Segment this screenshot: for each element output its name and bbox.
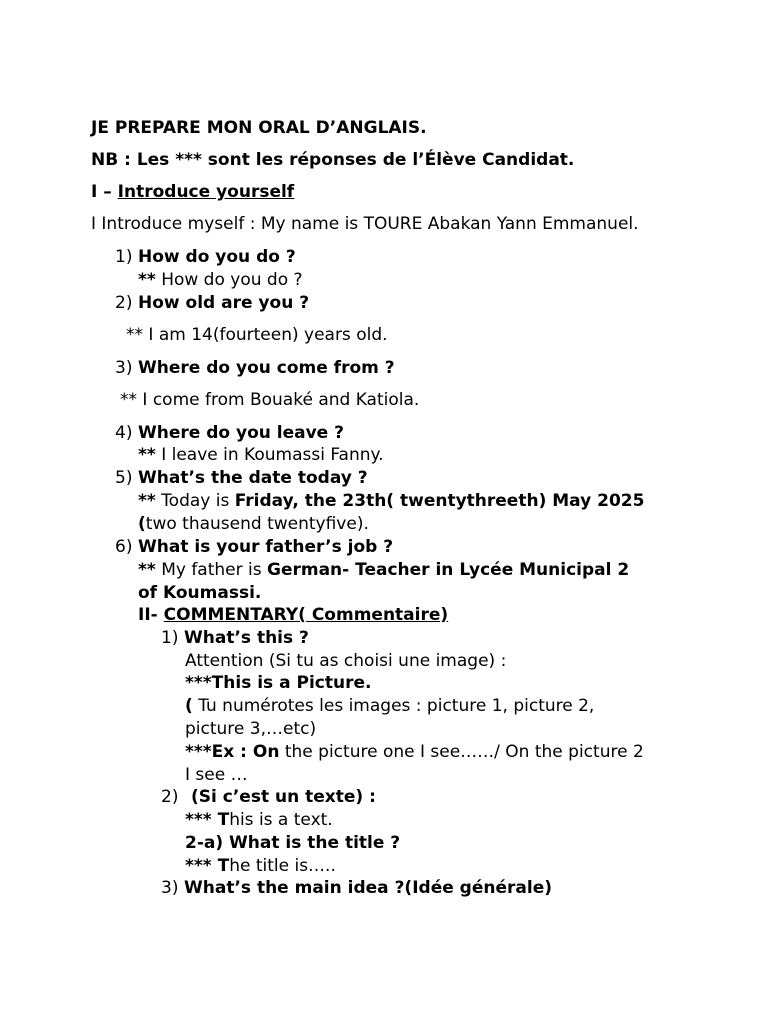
section-2-heading (138, 604, 448, 626)
question-5-text: What’s the date today ? (138, 468, 368, 488)
question-6-text: What is your father’s job ? (138, 537, 394, 557)
question-4-number: 4) (115, 423, 133, 443)
question-1 (115, 246, 296, 268)
commentary-example-line-1 (185, 741, 644, 763)
question-2-text: How old are you ? (138, 293, 310, 313)
commentary-answer-2-bold: *** T (185, 810, 230, 830)
commentary-example-label: ***Ex : On (185, 742, 280, 762)
answer-4 (138, 444, 384, 466)
section-2-title: COMMENTARY( Commentaire) (163, 605, 449, 625)
section-1-title: Introduce yourself (117, 182, 295, 202)
question-3-number: 3) (115, 358, 133, 378)
question-2 (115, 292, 309, 314)
commentary-example-line-2: I see … (185, 765, 248, 785)
answer-5-paren: ( (138, 514, 146, 534)
answer-4-marker: ** (138, 445, 156, 465)
answer-1-marker: ** (138, 270, 156, 290)
commentary-question-3 (161, 877, 552, 899)
answer-1 (138, 269, 303, 291)
answer-5-text-d: two thausend twentyfive). (145, 514, 369, 534)
commentary-note-line-1 (185, 695, 594, 717)
commentary-sub-question: 2-a) What is the title ? (185, 833, 401, 853)
commentary-example-text: the picture one I see……/ On the picture 2 (284, 742, 644, 762)
answer-6-line-1 (138, 559, 629, 581)
section-2-roman: II- (138, 605, 158, 625)
commentary-question-3-text: What’s the main idea ?(Idée générale) (184, 878, 552, 898)
commentary-question-2-text: (Si c’est un texte) : (191, 787, 376, 807)
answer-2: ** I am 14(fourteen) years old. (126, 325, 388, 345)
commentary-question-2-number: 2) (161, 787, 179, 807)
question-3-text: Where do you come from ? (138, 358, 395, 378)
commentary-sub-answer (185, 855, 336, 877)
commentary-sub-answer-bold: *** T (185, 856, 230, 876)
section-1-heading (91, 181, 294, 203)
answer-1-text: How do you do ? (161, 270, 303, 290)
question-4-text: Where do you leave ? (138, 423, 344, 443)
commentary-question-2 (161, 786, 376, 808)
question-4 (115, 422, 344, 444)
question-1-text: How do you do ? (138, 247, 296, 267)
commentary-note-line-2: picture 3,…etc) (185, 719, 317, 739)
answer-3: ** I come from Bouaké and Katiola. (120, 390, 420, 410)
question-6 (115, 536, 393, 558)
commentary-answer-2-text: his is a text. (229, 810, 333, 830)
commentary-sub-answer-text: he title is….. (229, 856, 336, 876)
question-1-number: 1) (115, 247, 133, 267)
question-6-number: 6) (115, 537, 133, 557)
section-1-roman: I – (91, 182, 112, 202)
intro-line: I Introduce myself : My name is TOURE Abakan Yann Emmanuel. (91, 214, 639, 234)
answer-5-date: Friday, the 23th( twentythreeth) May 2025 (234, 491, 645, 511)
answer-5-line-1 (138, 490, 644, 512)
answer-4-text: I leave in Koumassi Fanny. (161, 445, 384, 465)
answer-5-text-a: Today is (161, 491, 230, 511)
document-title: JE PREPARE MON ORAL D’ANGLAIS. (91, 118, 427, 138)
answer-6-marker: ** (138, 560, 156, 580)
answer-6-line-2: of Koumassi. (138, 583, 262, 603)
question-5 (115, 467, 368, 489)
answer-5-line-2 (138, 513, 369, 535)
commentary-note-text-a: Tu numérotes les images : picture 1, picture 2, (198, 696, 595, 716)
commentary-question-1-number: 1) (161, 628, 179, 648)
commentary-note-paren: ( (185, 696, 193, 716)
nb-note: NB : Les *** sont les réponses de l’Élève Candidat. (91, 150, 575, 170)
answer-5-marker: ** (138, 491, 156, 511)
answer-6-job: German- Teacher in Lycée Municipal 2 (267, 560, 630, 580)
commentary-question-1 (161, 627, 309, 649)
question-2-number: 2) (115, 293, 133, 313)
question-5-number: 5) (115, 468, 133, 488)
commentary-question-1-text: What’s this ? (184, 628, 309, 648)
commentary-answer-2 (185, 809, 333, 831)
commentary-attention: Attention (Si tu as choisi une image) : (185, 651, 507, 671)
commentary-question-3-number: 3) (161, 878, 179, 898)
answer-6-text-a: My father is (161, 560, 262, 580)
commentary-answer-1: ***This is a Picture. (185, 673, 372, 693)
question-3 (115, 357, 395, 379)
